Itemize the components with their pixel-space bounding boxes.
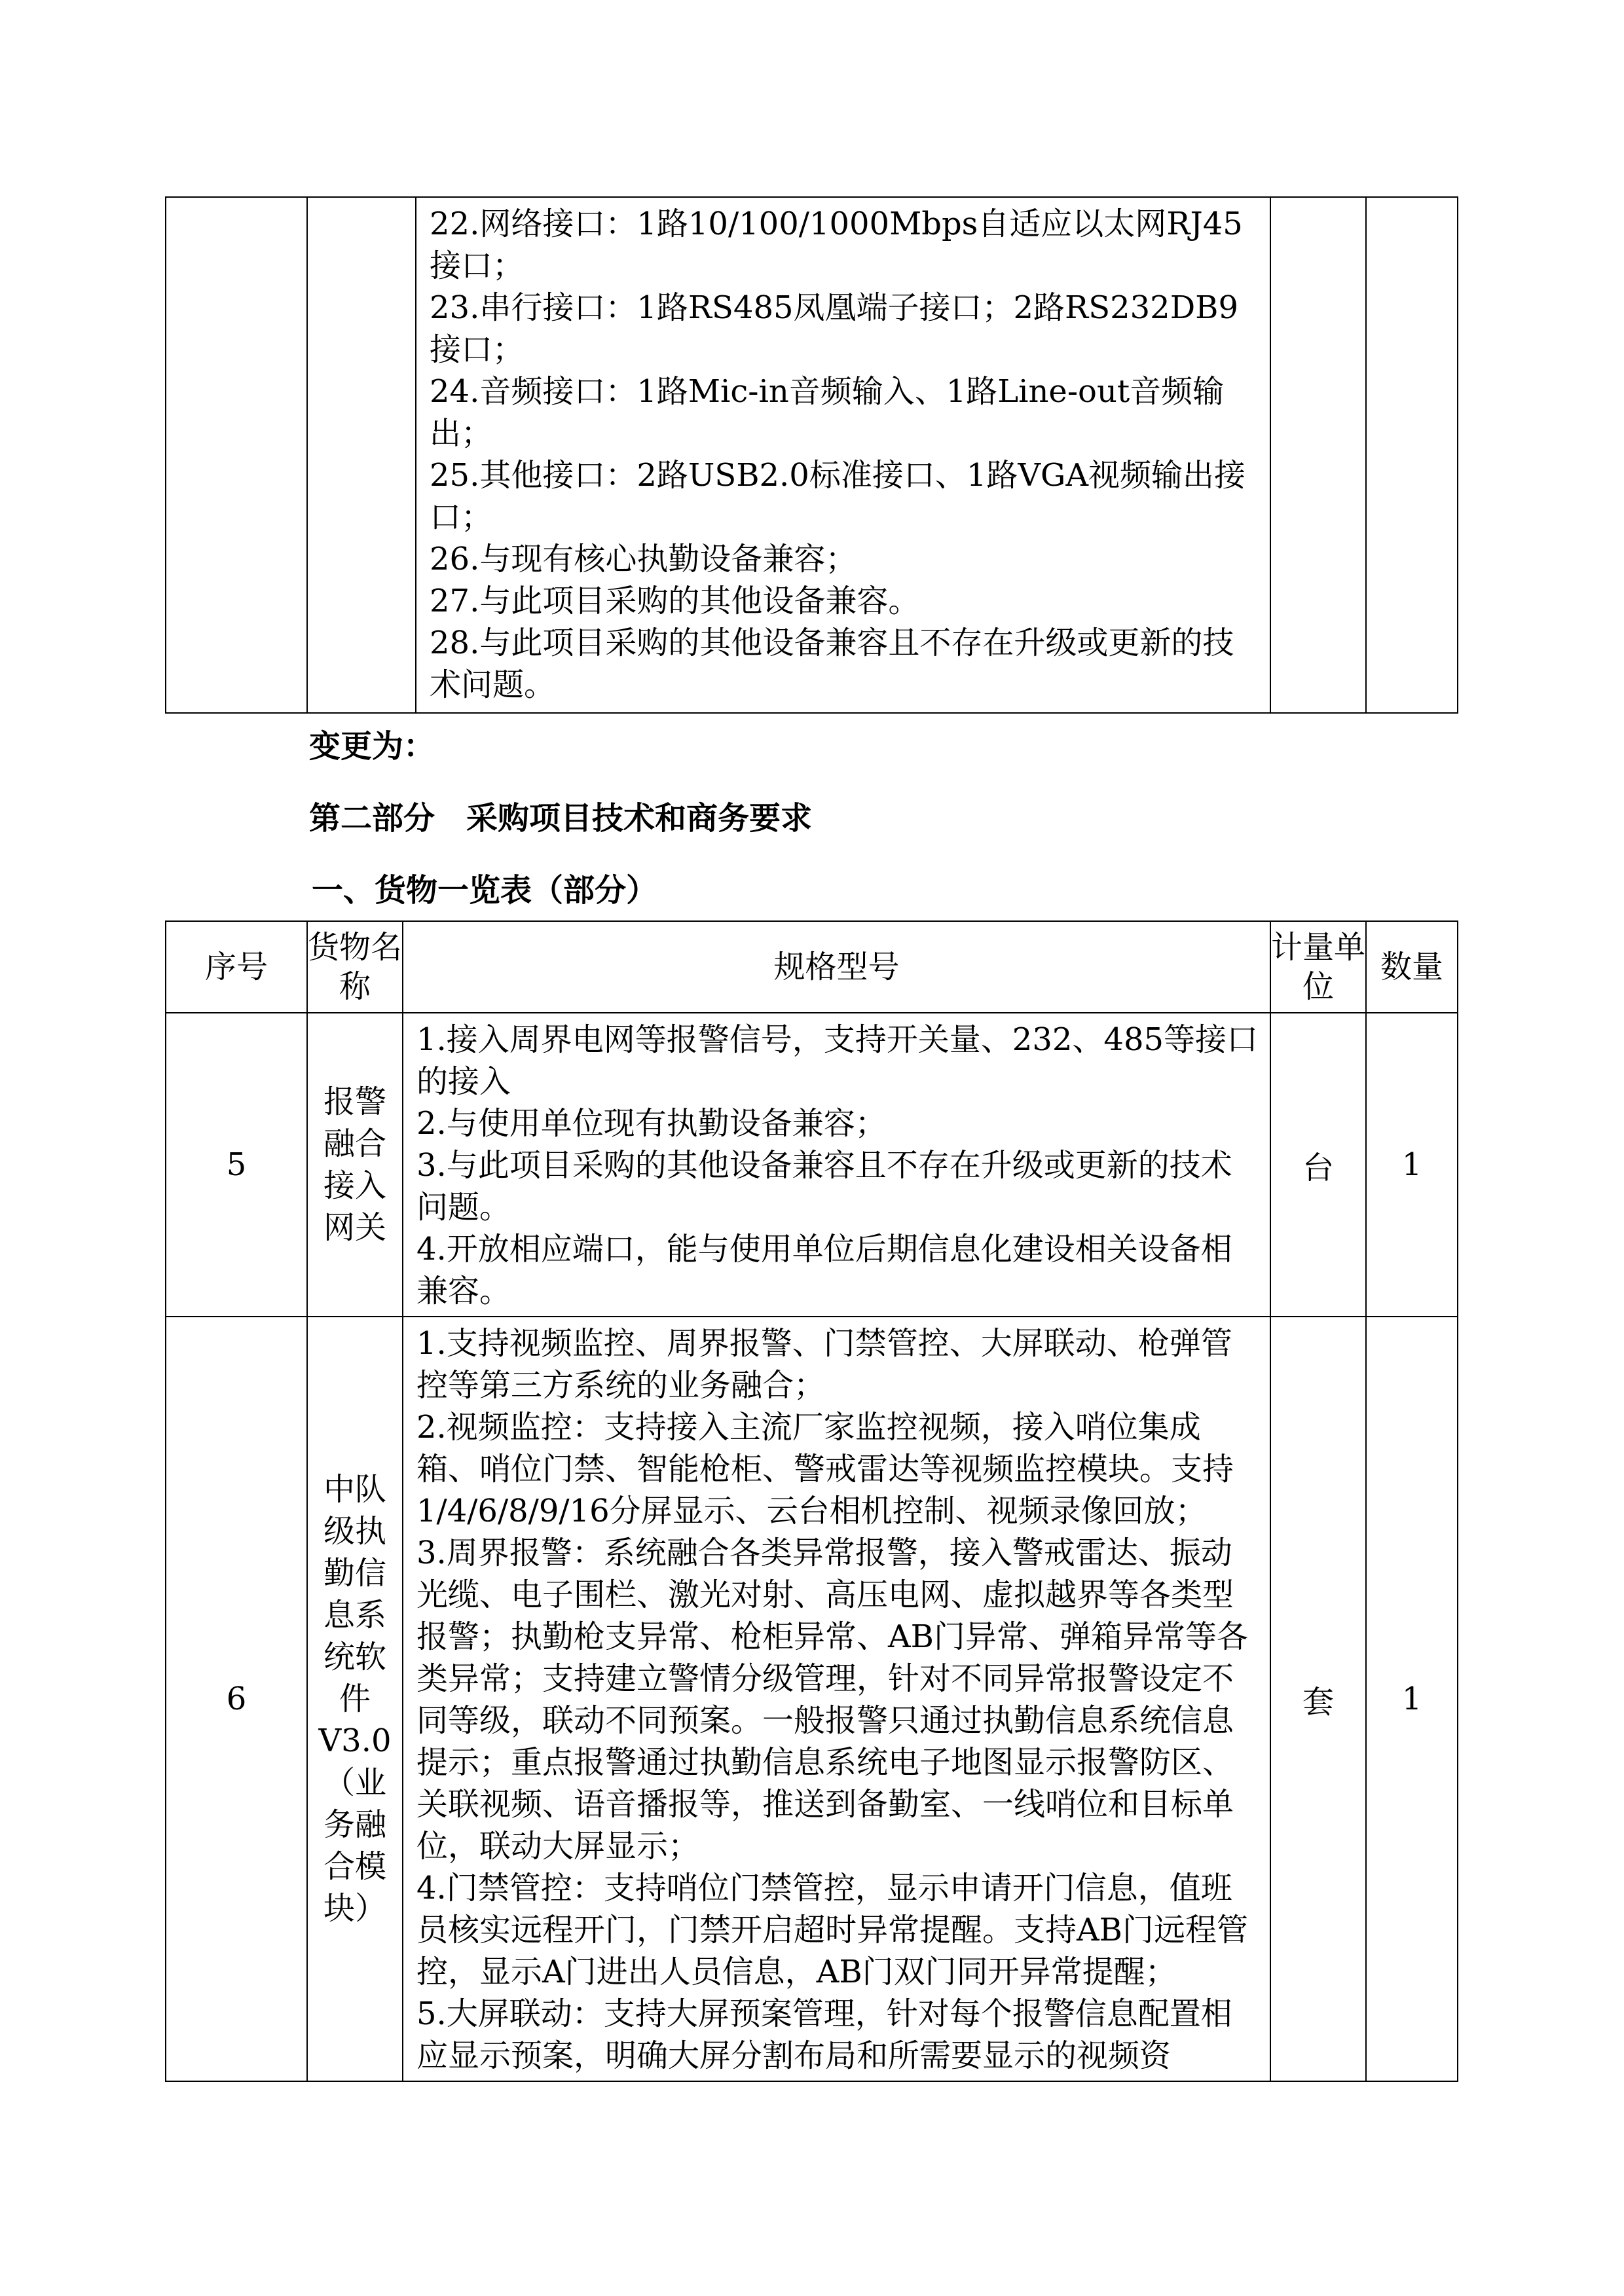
header-name: 货物名称 <box>307 921 403 1013</box>
section-heading: 第二部分 采购项目技术和商务要求 <box>309 800 813 837</box>
header-index: 序号 <box>166 921 307 1013</box>
spec-line: 2.视频监控：支持接入主流厂家监控视频，接入哨位集成箱、哨位门禁、智能枪柜、警戒雷达等视频监控模块。支持1/4/6/8/9/16分屏显示、云台相机控制、视频录像回放； <box>416 1409 1234 1529</box>
spec-line: 4.门禁管控：支持哨位门禁管控，显示申请开门信息，值班员核实远程开门，门禁开启超时异常提醒。支持AB门远程管控，显示A门进出人员信息，AB门双门同开异常提醒； <box>416 1870 1248 1990</box>
spec-line: 1.接入周界电网等报警信号，支持开关量、232、485等接口的接入 <box>416 1021 1259 1100</box>
table-row <box>166 1317 1458 2081</box>
unit-cell <box>1270 197 1366 713</box>
spec-line: 22.网络接口：1路10/100/1000Mbps自适应以太网RJ45接口； <box>430 206 1243 284</box>
spec-line: 3.周界报警：系统融合各类异常报警，接入警戒雷达、振动光缆、电子围栏、激光对射、高压电网、虚拟越界等各类型报警；执勤枪支异常、枪柜异常、AB门异常、弹箱异常等各类异常；支持建立警情分级管理，针对不同异常报警设定不同等级，联动不同预案。一般报警只通过执勤信息系统信息提示；重点报警通过执勤信息系统电子地图显示报警防区、关联视频、语音播报等，推送到备勤室、一线哨位和目标单位，联动大屏显示； <box>416 1535 1248 1865</box>
name-cell <box>307 197 416 713</box>
row-qty: 1 <box>1366 1013 1458 1317</box>
spec-line: 2.与使用单位现有执勤设备兼容； <box>416 1105 887 1142</box>
row-spec <box>403 1317 1270 2081</box>
continued-spec-table <box>165 196 1458 714</box>
row-index: 5 <box>166 1013 307 1317</box>
spec-line: 5.大屏联动：支持大屏预案管理，针对每个报警信息配置相应显示预案，明确大屏分割布局和所需要显示的视频资 <box>416 1995 1232 2074</box>
spec-line: 24.音频接口：1路Mic-in音频输入、1路Line-out音频输出； <box>430 373 1225 452</box>
row-unit: 套 <box>1270 1317 1366 2081</box>
table-row <box>166 1013 1458 1317</box>
subsection-heading: 一、货物一览表（部分） <box>312 872 658 909</box>
header-qty: 数量 <box>1366 921 1458 1013</box>
spec-line: 27.与此项目采购的其他设备兼容。 <box>430 583 920 619</box>
spec-line: 28.与此项目采购的其他设备兼容且不存在升级或更新的技术问题。 <box>430 625 1234 703</box>
change-notice-label: 变更为： <box>309 728 435 765</box>
spec-line: 25.其他接口：2路USB2.0标准接口、1路VGA视频输出接口； <box>430 457 1246 536</box>
row-index: 6 <box>166 1317 307 2081</box>
qty-cell <box>1366 197 1458 713</box>
continued-spec-row <box>166 197 1458 713</box>
header-unit: 计量单位 <box>1270 921 1366 1013</box>
index-cell <box>166 197 307 713</box>
spec-line: 23.串行接口：1路RS485凤凰端子接口；2路RS232DB9接口； <box>430 289 1238 368</box>
spec-line: 1.支持视频监控、周界报警、门禁管控、大屏联动、枪弹管控等第三方系统的业务融合； <box>416 1325 1232 1404</box>
table-header-row <box>166 921 1458 1013</box>
row-unit: 台 <box>1270 1013 1366 1317</box>
goods-table <box>165 920 1458 2082</box>
header-spec: 规格型号 <box>403 921 1270 1013</box>
spec-line: 3.与此项目采购的其他设备兼容且不存在升级或更新的技术问题。 <box>416 1147 1232 1226</box>
spec-line: 26.与现有核心执勤设备兼容； <box>430 541 857 577</box>
row-spec <box>403 1013 1270 1317</box>
row-name: 报警融合接入网关 <box>307 1013 403 1317</box>
row-qty: 1 <box>1366 1317 1458 2081</box>
spec-cell <box>416 197 1270 713</box>
row-name: 中队级执勤信息系统软件V3.0（业务融合模块） <box>307 1317 403 2081</box>
spec-line: 4.开放相应端口，能与使用单位后期信息化建设相关设备相兼容。 <box>416 1231 1232 1309</box>
